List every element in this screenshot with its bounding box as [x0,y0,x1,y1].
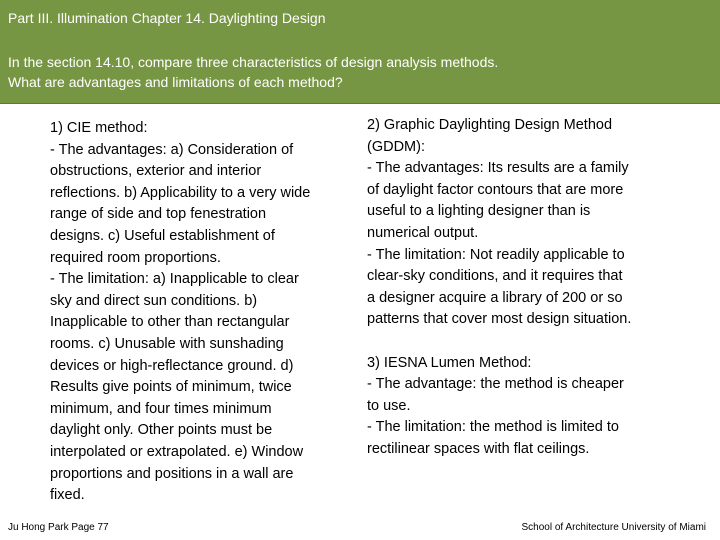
text-line: - The limitation: Not readily applicable to [367,246,625,263]
text-line: numerical output. [367,224,479,241]
text-line: - The limitation: a) Inapplicable to clear [50,271,299,288]
text-line: 2) Graphic Daylighting Design Method [367,117,613,133]
text-line: - The limitation: the method is limited to [367,419,619,436]
question-text [8,52,708,92]
text-line: useful to a lighting designer than is [367,203,591,220]
text-line: range of side and top fenestration [50,206,267,223]
text-line: to use. [367,397,411,414]
gddm-iesna-column [367,115,697,461]
text-line: reflections. b) Applicability to a very wide [50,184,311,201]
text-line: - The advantages: a) Consideration of [50,141,294,158]
slide-header [0,0,720,104]
text-line: Results give points of minimum, twice [50,379,292,396]
cie-method-column [50,118,360,507]
text-line: Inapplicable to other than rectangular [50,314,290,331]
text-line: rectilinear spaces with flat ceilings. [367,440,590,457]
text-line: - The advantage: the method is cheaper [367,376,624,393]
text-line: of daylight factor contours that are more [367,181,624,198]
text-line: - The advantages: Its results are a family [367,160,629,177]
text-line: required room proportions. [50,249,221,266]
text-line: 3) IESNA Lumen Method: [367,354,532,371]
text-line: designs. c) Useful establishment of [50,227,275,244]
question-line: What are advantages and limitations of each method? [8,74,343,90]
text-line: rooms. c) Unusable with sunshading [50,335,284,352]
text-line: a designer acquire a library of 200 or so [367,289,623,306]
text-line: proportions and positions in a wall are [50,465,294,482]
text-line: daylight only. Other points must be [50,422,273,439]
question-line: In the section 14.10, compare three characteristics of design analysis methods. [8,54,499,70]
paragraph-gap [367,331,697,353]
text-line: clear-sky conditions, and it requires that [367,268,623,285]
footer-author-page: Ju Hong Park Page 77 [8,522,109,533]
text-line: 1) CIE method: [50,120,148,136]
slide-title: Part III. Illumination Chapter 14. Daylighting Design [8,10,326,26]
text-line: interpolated or extrapolated. e) Window [50,443,304,460]
text-line: minimum, and four times minimum [50,400,272,417]
text-line: sky and direct sun conditions. b) [50,292,258,309]
footer-institution: School of Architecture University of Miami [521,522,706,533]
text-line: devices or high-reflectance ground. d) [50,357,294,374]
text-line: fixed. [50,487,85,504]
text-line: obstructions, exterior and interior [50,163,262,180]
text-line: patterns that cover most design situation. [367,311,632,328]
text-line: (GDDM): [367,138,425,155]
